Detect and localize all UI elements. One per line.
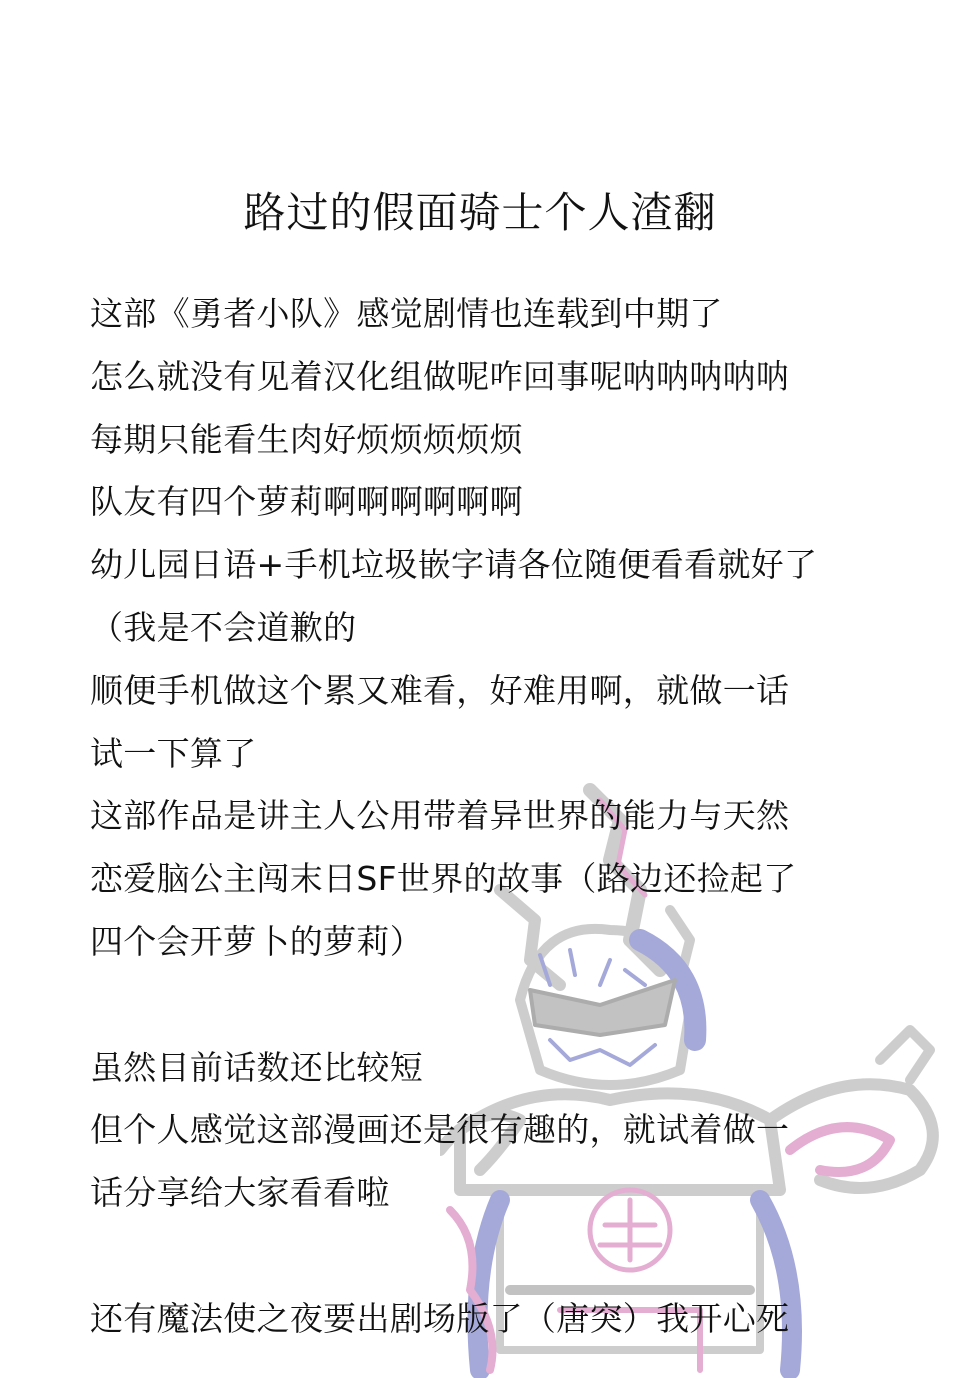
text-line-17: 还有魔法使之夜要出剧场版了（唐突）我开心死	[90, 1298, 790, 1338]
text-line-2: 怎么就没有见着汉化组做呢咋回事呢呐呐呐呐呐	[90, 356, 790, 396]
text-line-6: （我是不会道歉的	[90, 607, 357, 647]
page-title: 路过的假面骑士个人渣翻	[243, 188, 717, 237]
text-line-4: 队友有四个萝莉啊啊啊啊啊啊	[90, 482, 523, 522]
text-line-15: 话分享给大家看看啦	[90, 1173, 390, 1213]
text-line-7: 顺便手机做这个累又难看，好难用啊，就做一话	[90, 670, 790, 710]
text-line-13: 虽然目前话数还比较短	[90, 1047, 423, 1087]
body-text	[90, 283, 890, 1351]
text-line-5: 幼儿园日语+手机垃圾嵌字请各位随便看看就好了	[90, 545, 818, 585]
blank-line	[90, 974, 890, 1037]
text-line-1: 这部《勇者小队》感觉剧情也连载到中期了	[90, 294, 723, 333]
blank-line	[90, 1225, 890, 1288]
text-line-3: 每期只能看生肉好烦烦烦烦烦	[90, 419, 523, 459]
text-line-9: 这部作品是讲主人公用带着异世界的能力与天然	[90, 796, 790, 836]
text-line-10: 恋爱脑公主闯末日SF世界的故事（路边还捡起了	[90, 859, 797, 899]
text-line-11: 四个会开萝卜的萝莉）	[90, 921, 423, 961]
text-line-14: 但个人感觉这部漫画还是很有趣的，就试着做一	[90, 1110, 790, 1150]
text-line-8: 试一下算了	[90, 733, 257, 773]
